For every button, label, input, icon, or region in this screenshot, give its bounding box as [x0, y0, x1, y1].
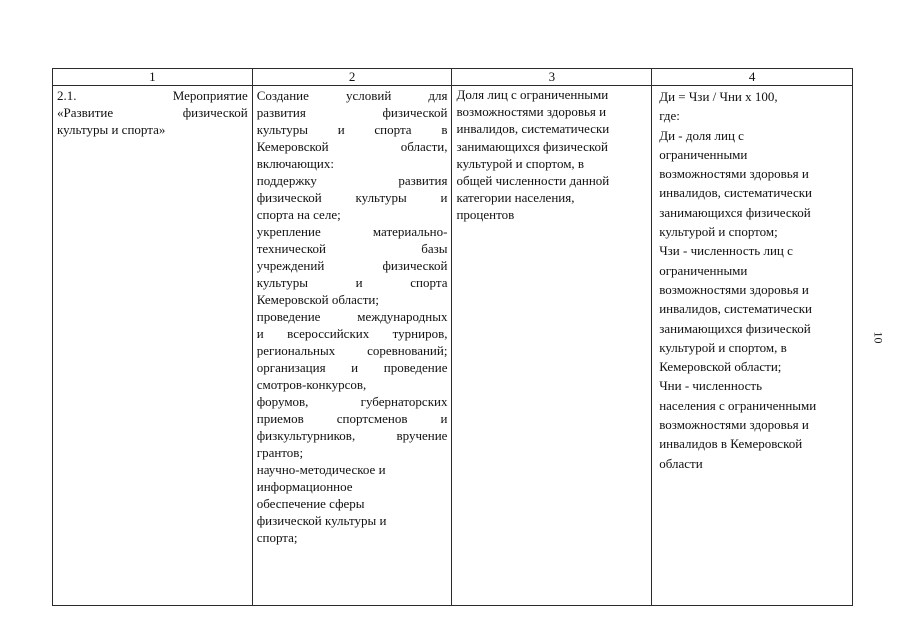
- text-line: инвалидов, систематически: [659, 301, 812, 317]
- text-line: 2.1. Мероприятие: [57, 88, 248, 103]
- text-line: форумов, губернаторских: [256, 394, 448, 409]
- text-line: научно-методическое и: [256, 462, 386, 477]
- text-line: культурой и спортом;: [659, 224, 778, 240]
- text-line: культурой и спортом, в: [659, 339, 787, 355]
- text-line: укрепление материально-: [256, 224, 448, 239]
- text-line: инвалидов, систематически: [456, 121, 610, 137]
- cell-measure-content: [252, 86, 452, 606]
- text-line: культуры и спорта в: [256, 122, 448, 137]
- text-line: и всероссийских турниров,: [256, 326, 448, 341]
- header-row: [53, 69, 853, 86]
- text-line: Чзи - численность лиц с: [659, 243, 793, 259]
- text-line: грантов;: [256, 445, 304, 460]
- text-line: возможностями здоровья и: [659, 166, 809, 182]
- text-line: «Развитие физической: [57, 105, 248, 120]
- text-line: ограниченными: [659, 262, 748, 278]
- cell-formula: [652, 86, 853, 606]
- text-line: физкультурников, вручение: [256, 428, 448, 443]
- text-line: населения с ограниченными: [659, 397, 817, 413]
- text-line: физической культуры и: [256, 513, 387, 528]
- measure-name-text: [57, 87, 248, 138]
- header-col-2: 2: [252, 69, 452, 86]
- measure-content-text: [257, 87, 448, 546]
- text-line: занимающихся физической: [659, 204, 811, 220]
- header-col-3: 3: [452, 69, 652, 86]
- header-col-4: 4: [652, 69, 853, 86]
- text-line: Ди - доля лиц с: [659, 127, 744, 143]
- text-line: включающих:: [256, 156, 334, 171]
- text-line: спорта;: [256, 530, 298, 545]
- text-line: где:: [659, 108, 680, 124]
- text-line: развития физической: [256, 105, 448, 120]
- text-line: информационное: [256, 479, 353, 494]
- text-line: культуры и спорта: [256, 275, 448, 290]
- indicator-name-text: [456, 86, 647, 224]
- text-line: возможностями здоровья и: [659, 417, 809, 433]
- text-line: занимающихся физической: [456, 138, 608, 154]
- text-line: учреждений физической: [256, 258, 448, 273]
- cell-measure-name: [53, 86, 253, 606]
- header-col-1: 1: [53, 69, 253, 86]
- text-line: Ди = Чзи / Чни х 100,: [659, 89, 778, 104]
- text-line: физической культуры и: [256, 190, 448, 205]
- text-line: культурой и спортом, в: [456, 155, 585, 171]
- text-line: Кемеровской области;: [256, 292, 379, 307]
- page-number: 10: [871, 331, 886, 344]
- text-line: области: [659, 455, 703, 471]
- text-line: возможностями здоровья и: [659, 281, 809, 297]
- text-line: ограниченными: [659, 146, 748, 162]
- cell-indicator-name: [452, 86, 652, 606]
- formula-text: [656, 87, 848, 473]
- text-line: обеспечение сферы: [256, 496, 365, 511]
- text-line: занимающихся физической: [659, 320, 811, 336]
- text-line: спорта на селе;: [256, 207, 341, 222]
- text-line: процентов: [456, 207, 515, 223]
- measure-table: [52, 68, 853, 606]
- text-line: Доля лиц с ограниченными: [456, 87, 609, 102]
- text-line: Чни - численность: [659, 378, 763, 394]
- text-line: культуры и спорта»: [57, 122, 166, 137]
- text-line: Кемеровской области,: [256, 139, 448, 154]
- text-line: инвалидов в Кемеровской: [659, 436, 803, 452]
- text-line: Создание условий для: [256, 88, 448, 103]
- text-line: возможностями здоровья и: [456, 104, 607, 120]
- text-line: приемов спортсменов и: [256, 411, 448, 426]
- text-line: смотров-конкурсов,: [256, 377, 367, 392]
- text-line: региональных соревнований;: [256, 343, 448, 358]
- text-line: общей численности данной: [456, 173, 610, 189]
- text-line: Кемеровской области;: [659, 359, 782, 375]
- text-line: инвалидов, систематически: [659, 185, 812, 201]
- text-line: поддержку развития: [256, 173, 448, 188]
- text-line: проведение международных: [256, 309, 448, 324]
- text-line: технической базы: [256, 241, 448, 256]
- text-line: организация и проведение: [256, 360, 448, 375]
- text-line: категории населения,: [456, 190, 575, 206]
- table-row: [53, 86, 853, 606]
